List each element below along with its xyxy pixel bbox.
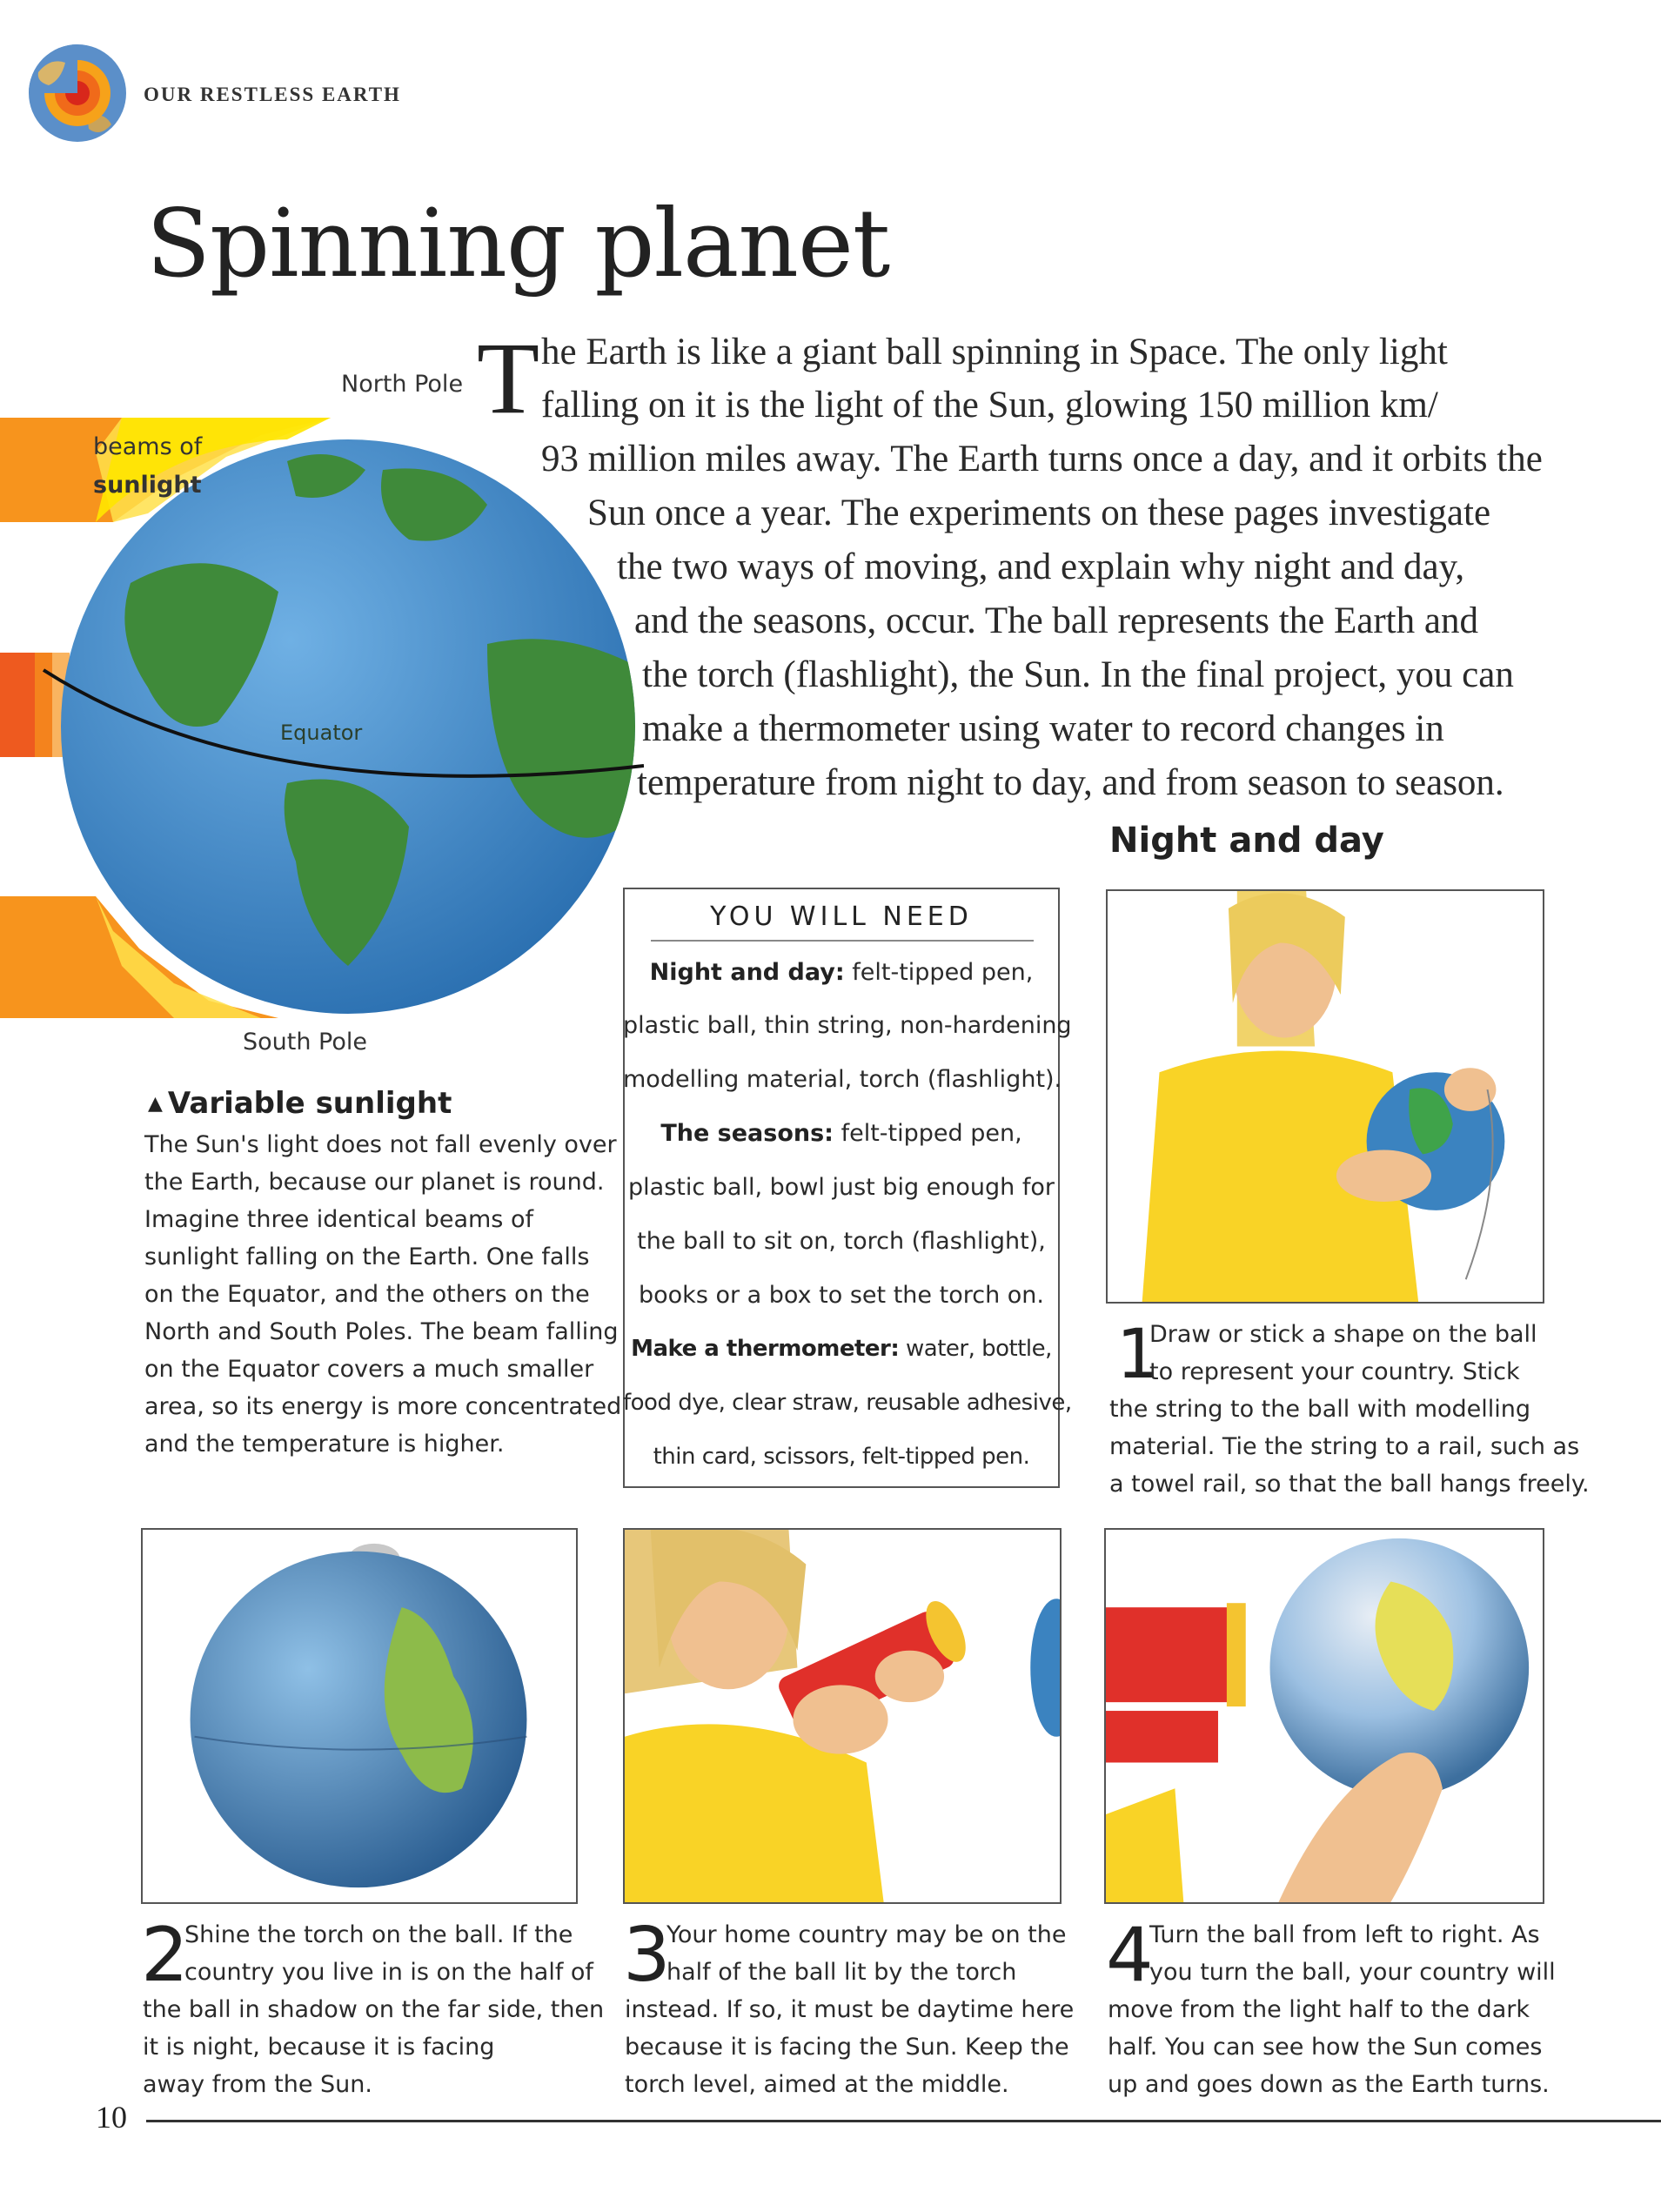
photo-girl-with-ball	[1106, 889, 1544, 1304]
step-2-line: the ball in shadow on the far side, then	[143, 1996, 605, 2023]
earth-core-icon	[26, 42, 129, 144]
variable-sunlight-line: North and South Poles. The beam falling	[144, 1318, 619, 1345]
variable-sunlight-line: on the Equator, and the others on the	[144, 1281, 590, 1308]
step-1-line: to represent your country. Stick	[1149, 1358, 1520, 1385]
drop-cap: T	[477, 321, 540, 435]
need-seasons-text: felt-tipped pen,	[841, 1120, 1022, 1147]
beams-label-line2: sunlight	[93, 472, 202, 499]
south-pole-label: South Pole	[243, 1029, 368, 1056]
step-1-line: Draw or stick a shape on the ball	[1149, 1321, 1537, 1348]
you-will-need-divider	[651, 940, 1034, 942]
need-night-line: modelling material, torch (flashlight).	[623, 1066, 1062, 1093]
intro-line: the two ways of moving, and explain why night and day,	[617, 546, 1465, 587]
footer-rule	[146, 2120, 1661, 2122]
intro-line: Sun once a year. The experiments on these pages investigate	[587, 493, 1491, 533]
variable-sunlight-heading-text: Variable sunlight	[167, 1086, 452, 1121]
step-3-line: Your home country may be on the	[666, 1921, 1067, 1948]
step-3-line: instead. If so, it must be daytime here	[625, 1996, 1075, 2023]
need-night-label: Night and day:	[649, 959, 845, 986]
step-4-line: move from the light half to the dark	[1108, 1996, 1530, 2023]
need-night-text: felt-tipped pen,	[852, 959, 1034, 986]
need-night-line: plastic ball, thin string, non-hardening	[623, 1012, 1072, 1039]
intro-line: the torch (flashlight), the Sun. In the final project, you can	[642, 654, 1514, 695]
section-title: OUR RESTLESS EARTH	[144, 84, 401, 105]
beams-label-line1: beams of	[93, 433, 203, 460]
equator-label: Equator	[280, 721, 363, 745]
variable-sunlight-line: area, so its energy is more concentrated	[144, 1393, 622, 1420]
intro-line: falling on it is the light of the Sun, glowing 150 million km/	[541, 385, 1438, 426]
step-4-line: Turn the ball from left to right. As	[1149, 1921, 1540, 1948]
variable-sunlight-heading	[148, 1086, 452, 1121]
step-3-line: because it is facing the Sun. Keep the	[625, 2034, 1069, 2061]
step-number-1: 1	[1116, 1316, 1160, 1394]
need-thermo-line: food dye, clear straw, reusable adhesive,	[623, 1390, 1072, 1416]
step-2-line: country you live in is on the half of	[184, 1959, 593, 1986]
step-4-line: half. You can see how the Sun comes	[1108, 2034, 1543, 2061]
step-2-line: away from the Sun.	[143, 2071, 372, 2098]
step-3-line: torch level, aimed at the middle.	[625, 2071, 1009, 2098]
intro-line: make a thermometer using water to record changes in	[642, 708, 1444, 749]
step-number-4: 4	[1106, 1912, 1154, 1999]
north-pole-label: North Pole	[341, 371, 464, 398]
variable-sunlight-line: Imagine three identical beams of	[144, 1206, 533, 1233]
step-4-line: up and goes down as the Earth turns.	[1108, 2071, 1550, 2098]
step-number-3: 3	[623, 1912, 671, 1999]
need-seasons-line: books or a box to set the torch on.	[639, 1282, 1044, 1309]
variable-sunlight-line: the Earth, because our planet is round.	[144, 1169, 605, 1196]
step-1-line: a towel rail, so that the ball hangs freely.	[1109, 1471, 1590, 1498]
step-2-line: it is night, because it is facing	[143, 2034, 495, 2061]
page-title: Spinning planet	[146, 190, 890, 298]
intro-line: 93 million miles away. The Earth turns once a day, and it orbits the	[541, 439, 1543, 479]
you-will-need-heading: YOU WILL NEED	[710, 902, 973, 932]
intro-line: temperature from night to day, and from season to season.	[637, 762, 1504, 803]
need-thermo-line	[623, 1336, 1060, 1362]
variable-sunlight-line: and the temperature is higher.	[144, 1431, 505, 1458]
photo-torch-and-ball	[1104, 1528, 1544, 1904]
variable-sunlight-line: The Sun's light does not fall evenly over	[144, 1131, 617, 1158]
night-and-day-heading: Night and day	[1109, 821, 1384, 861]
need-seasons-line: the ball to sit on, torch (flashlight),	[637, 1228, 1046, 1255]
step-number-2: 2	[141, 1912, 189, 1999]
need-seasons-label: The seasons:	[660, 1120, 834, 1147]
need-thermo-text: water, bottle,	[906, 1336, 1052, 1362]
step-2-line: Shine the torch on the ball. If the	[184, 1921, 573, 1948]
need-seasons-line: plastic ball, bowl just big enough for	[628, 1174, 1055, 1201]
need-thermo-line: thin card, scissors, felt-tipped pen.	[653, 1444, 1030, 1470]
intro-line: he Earth is like a giant ball spinning in Space. The only light	[541, 332, 1448, 372]
step-4-line: you turn the ball, your country will	[1149, 1959, 1556, 1986]
triangle-up-icon: ▲	[148, 1093, 163, 1115]
photo-hanging-ball	[141, 1528, 578, 1904]
page-number: 10	[96, 2100, 127, 2135]
variable-sunlight-line: sunlight falling on the Earth. One falls	[144, 1243, 590, 1270]
need-night-line	[623, 959, 1060, 986]
need-thermo-label: Make a thermometer:	[631, 1336, 900, 1362]
intro-line: and the seasons, occur. The ball represents the Earth and	[634, 600, 1478, 641]
step-1-line: material. Tie the string to a rail, such as	[1109, 1433, 1580, 1460]
variable-sunlight-line: on the Equator covers a much smaller	[144, 1356, 594, 1383]
photo-girl-with-torch	[623, 1528, 1062, 1904]
need-seasons-line	[623, 1120, 1060, 1147]
step-3-line: half of the ball lit by the torch	[666, 1959, 1017, 1986]
step-1-line: the string to the ball with modelling	[1109, 1396, 1531, 1423]
